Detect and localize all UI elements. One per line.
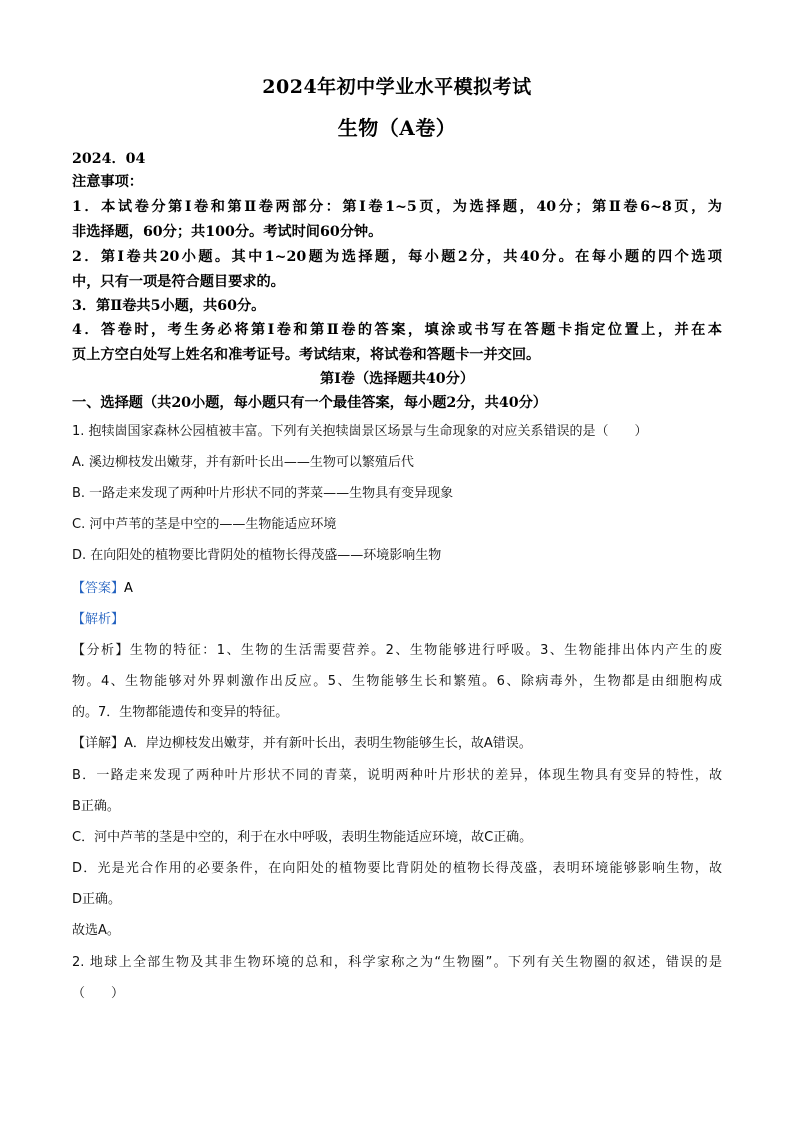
question-option-c: C. 河中芦苇的茎是中空的——生物能适应环境	[72, 517, 337, 532]
answer-row	[72, 578, 722, 599]
notice-line: 中，只有一项是符合题目要求的。	[72, 274, 285, 290]
notice-line: 2．第Ⅰ卷共20小题。其中1~20题为选择题，每小题2分，共40分。在每小题的四个选项	[72, 249, 722, 265]
question-option-b: B. 一路走来发现了两种叶片形状不同的荠菜——生物具有变异现象	[72, 486, 454, 501]
analysis-label: 【解析】	[72, 612, 125, 627]
exam-subtitle: 生物（A卷）	[337, 116, 457, 140]
question-stem: 2. 地球上全部生物及其非生物环境的总和，科学家称之为“生物圈”。下列有关生物圈的叙述，错误的是	[72, 955, 722, 970]
notice-line: 非选择题，60分；共100分。考试时间60分钟。	[72, 224, 383, 240]
analysis-line: 的。7．生物都能遗传和变异的特征。	[72, 705, 289, 720]
detail-line: D正确。	[72, 892, 122, 907]
answer-label: 【答案】	[72, 581, 125, 596]
detail-line: C．河中芦苇的茎是中空的，利于在水中呼吸，表明生物能适应环境，故C正确。	[72, 830, 533, 845]
notice-line: 页上方空白处写上姓名和准考证号。考试结束，将试卷和答题卡一并交回。	[72, 347, 541, 363]
question-option-a: A. 溪边柳枝发出嫩芽，并有新叶长出——生物可以繁殖后代	[72, 455, 414, 470]
detail-line: B正确。	[72, 799, 120, 814]
detail-line: B．一路走来发现了两种叶片形状不同的青菜，说明两种叶片形状的差异，体现生物具有变异的特性，故	[72, 768, 722, 783]
analysis-line: 物。4、生物能够对外界刺激作出反应。5、生物能够生长和繁殖。6、除病毒外，生物都是由细胞构成	[72, 674, 722, 689]
notice-line: 3．第Ⅱ卷共5小题，共60分。	[72, 298, 266, 314]
part-heading: 一、选择题（共20小题，每小题只有一个最佳答案，每小题2分，共40分）	[72, 395, 547, 411]
notice-line: 4．答卷时，考生务必将第Ⅰ卷和第Ⅱ卷的答案，填涂或书写在答题卡指定位置上，并在本	[72, 322, 722, 338]
question-option-d: D. 在向阳处的植物要比背阴处的植物长得茂盛——环境影响生物	[72, 548, 442, 563]
analysis-row	[72, 609, 722, 630]
analysis-line: 【分析】生物的特征：1、生物的生活需要营养。2、生物能够进行呼吸。3、生物能排出体内产生的废	[72, 643, 722, 658]
answer-value: A	[124, 581, 133, 596]
section-title: 第Ⅰ卷（选择题共40分）	[319, 371, 475, 387]
exam-title: 2024年初中学业水平模拟考试	[262, 76, 532, 98]
notice-heading: 注意事项：	[72, 174, 143, 190]
question-stem: 1. 抱犊崮国家森林公园植被丰富。下列有关抱犊崮景区场景与生命现象的对应关系错误的是（ ）	[72, 424, 648, 439]
notice-line: 1．本试卷分第Ⅰ卷和第Ⅱ卷两部分：第Ⅰ卷1~5页，为选择题，40分；第Ⅱ卷6~8页，为	[72, 199, 722, 215]
exam-date: 2024．04	[72, 151, 146, 167]
detail-line: 【详解】A．岸边柳枝发出嫩芽，并有新叶长出，表明生物能够生长，故A错误。	[72, 736, 532, 751]
detail-line: D．光是光合作用的必要条件，在向阳处的植物要比背阴处的植物长得茂盛，表明环境能够影响生物，故	[72, 861, 722, 876]
question-stem: （ ）	[72, 986, 125, 1001]
detail-line: 故选A。	[72, 923, 120, 938]
